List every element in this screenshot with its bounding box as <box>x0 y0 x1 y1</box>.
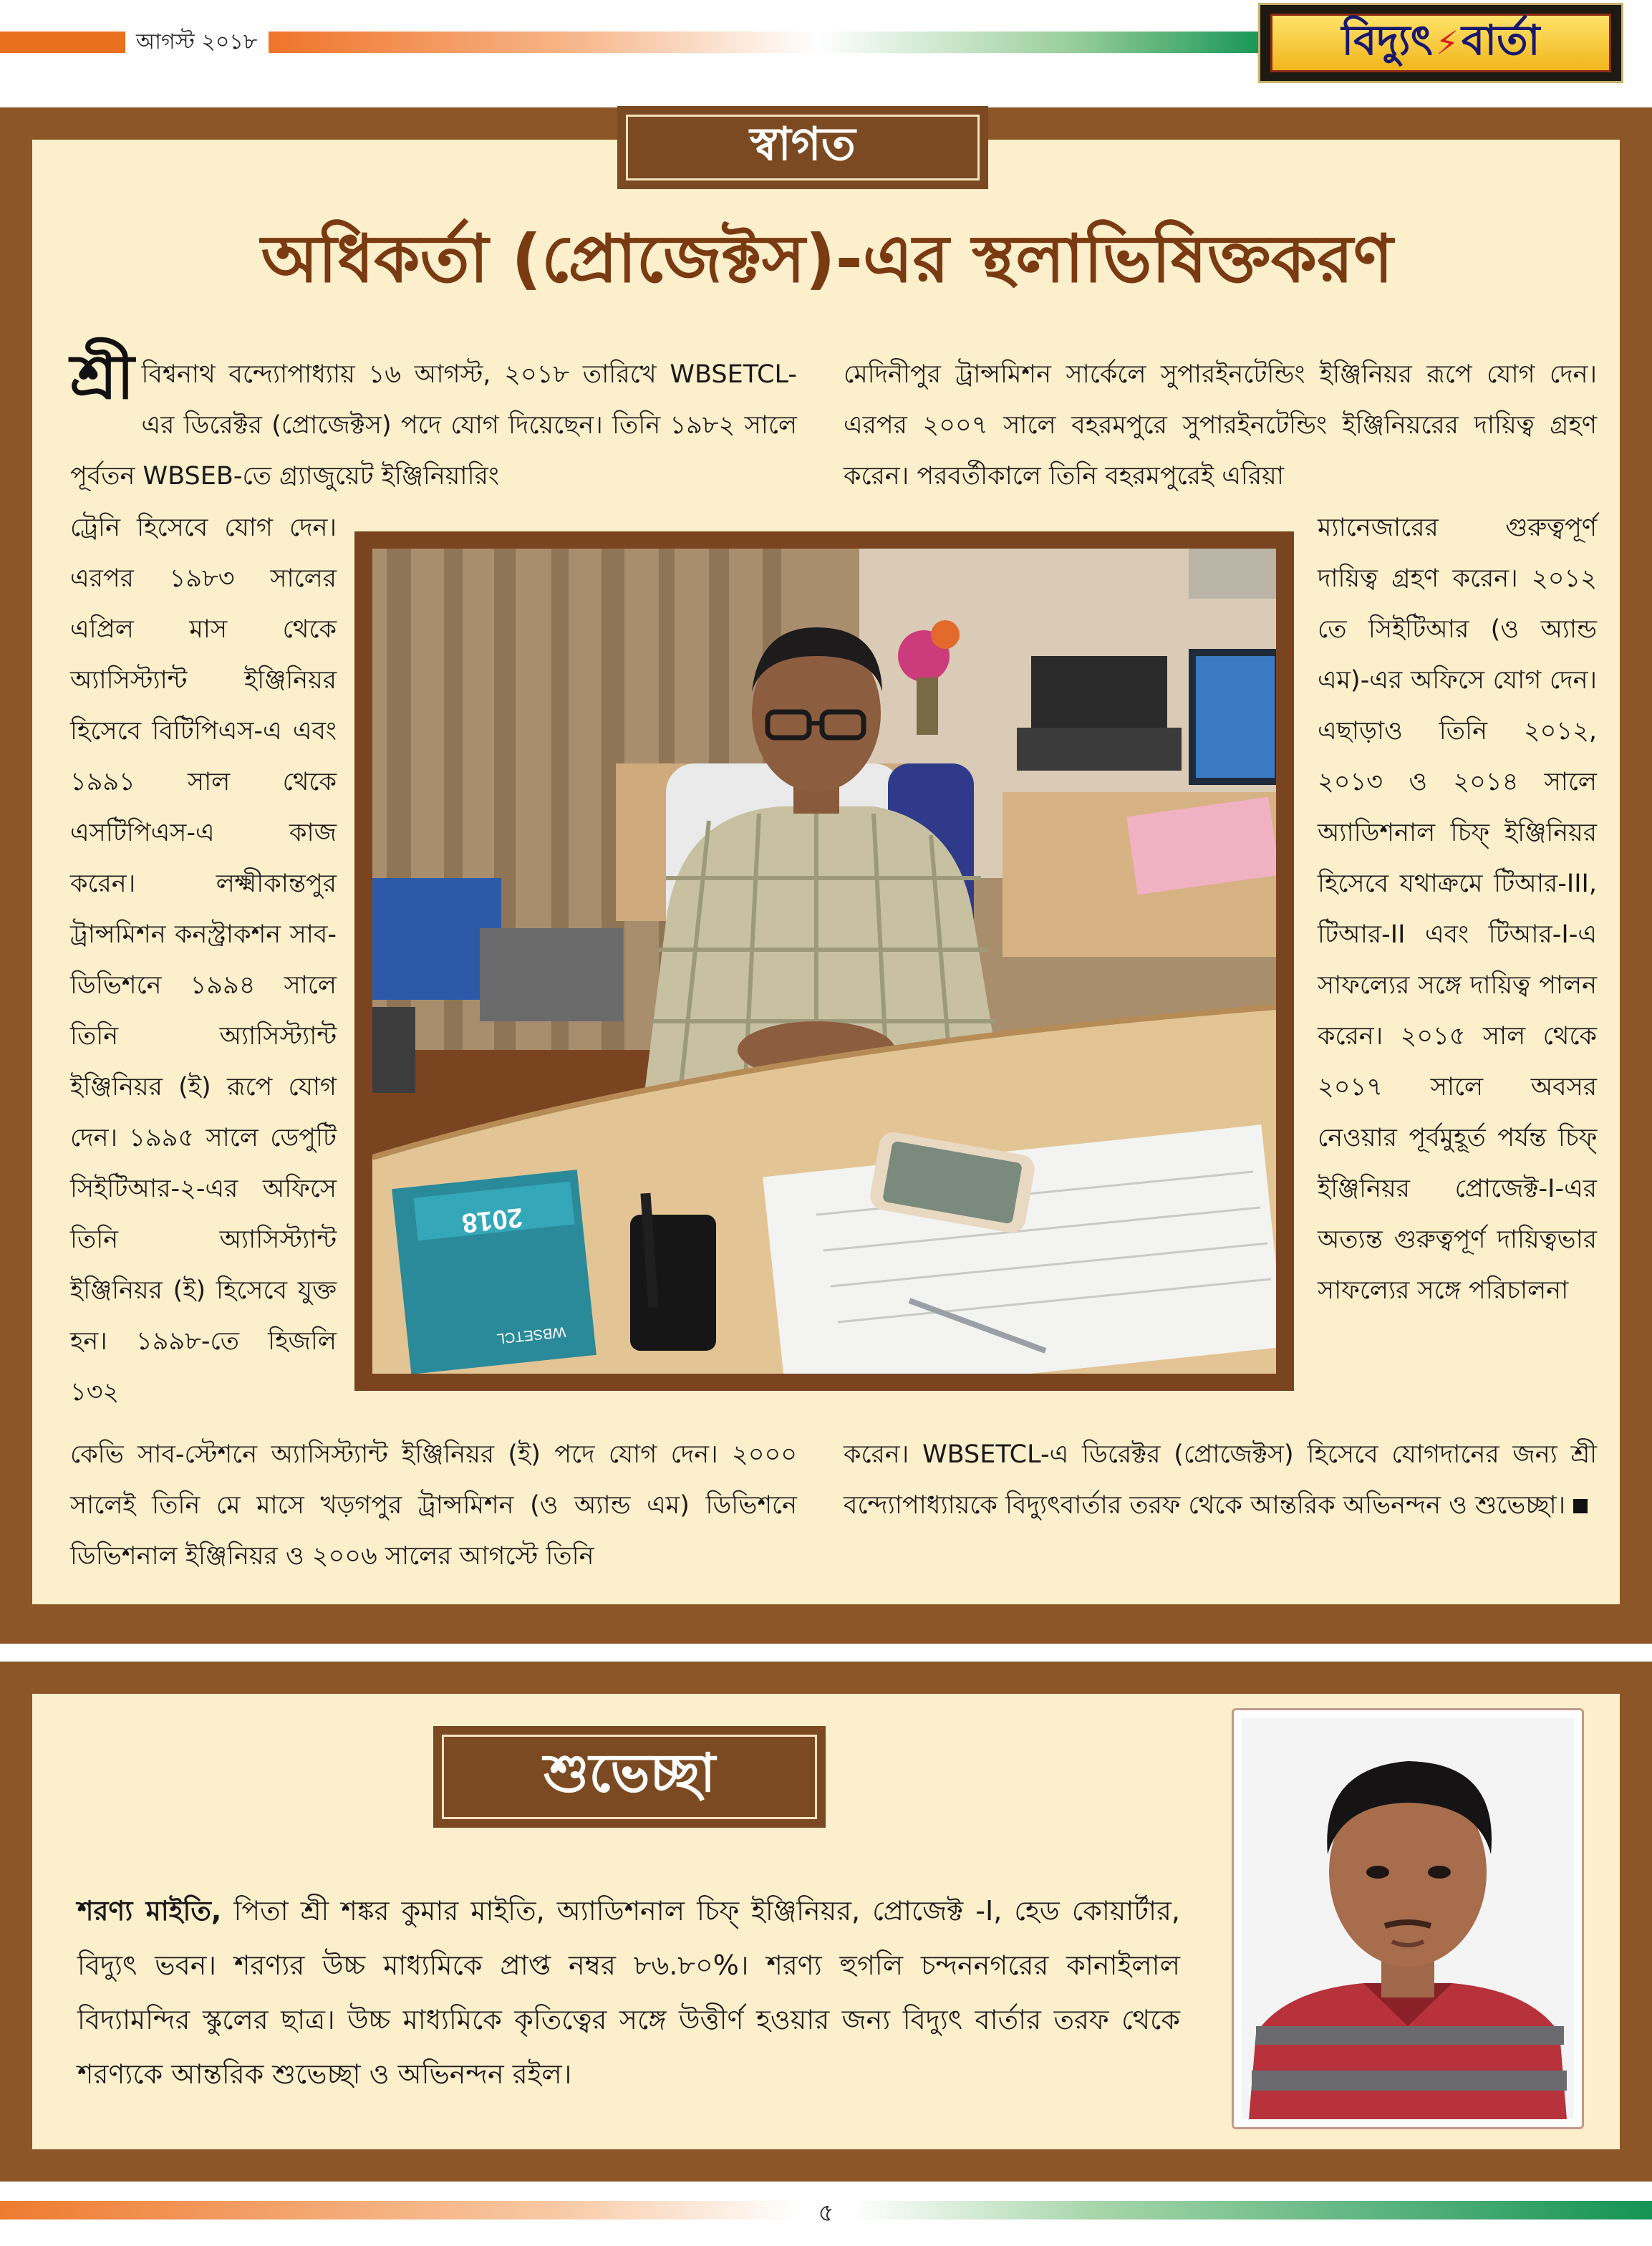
end-mark-icon <box>1573 1499 1588 1513</box>
logo-left-text: বিদ্যুৎ <box>1341 15 1433 64</box>
welcome-badge <box>617 106 988 189</box>
left-narrow-text: ট্রেনি হিসেবে যোগ দেন। এরপর ১৯৮৩ সালের এপ্রিল মাস থেকে অ্যাসিস্ট্যান্ট ইঞ্জিনিয়র হিসেবে বিটিপিএস-এ এবং ১৯৯১ সাল থেকে এসটিপিএস-এ কাজ করেন। লক্ষ্মীকান্তপুর ট্রান্সমিশন কনস্ট্রাকশন সাব-ডিভিশনে ১৯৯৪ সালে তিনি অ্যাসিস্ট্যান্ট ইঞ্জিনিয়র (ই) রূপে যোগ দেন। ১৯৯৫ সালে ডেপুটি সিইটিআর-২-এর অফিসে তিনি অ্যাসিস্ট্যান্ট ইঞ্জিনিয়র (ই) হিসেবে যুক্ত হন। ১৯৯৮-তে হিজলি ১৩২ <box>70 514 337 1407</box>
footer-left-bar <box>0 2201 798 2220</box>
office-photo-illustration <box>372 549 1276 1374</box>
header-accent-bar <box>0 32 125 53</box>
header-gradient-bar <box>269 32 1267 53</box>
book-year: 2018 <box>460 1201 524 1238</box>
left-column-top <box>70 342 797 502</box>
right-bottom-text: করেন। WBSETCL-এ ডিরেক্টর (প্রোজেক্টস) হিসেবে যোগদানের জন্য শ্রী বন্দ্যোপাধ্যায়কে বিদ্যুৎবার্তার তরফ থেকে আন্তরিক অভিনন্দন ও শুভেচ্ছা। <box>844 1440 1597 1520</box>
lightning-icon: ⚡ <box>1435 24 1459 62</box>
footer-right-bar <box>854 2201 1652 2220</box>
student-portrait <box>1242 1718 1574 2119</box>
left-top-text: বিশ্বনাথ বন্দ্যোপাধ্যায় ১৬ আগস্ট, ২০১৮ তারিখে WBSETCL-এর ডিরেক্টর (প্রোজেক্টস) পদে যোগ দিয়েছেন। তিনি ১৯৮২ সালে পূর্বতন WBSEB-তে গ্র্যাজুয়েট ইঞ্জিনিয়ারিং <box>70 360 797 491</box>
wishes-badge-text: শুভেচ্ছা <box>543 1742 716 1804</box>
wishes-badge <box>433 1726 826 1828</box>
student-portrait-illustration <box>1242 1718 1574 2119</box>
book-brand: WBSETCL <box>496 1323 567 1346</box>
logo-right-text: বার্তা <box>1462 15 1540 64</box>
student-name: শরণ্য মাইতি, <box>77 1895 222 1927</box>
right-column-bottom <box>844 1430 1597 1531</box>
office-photo <box>372 549 1276 1374</box>
right-top-text: মেদিনীপুর ট্রান্সমিশন সার্কেলে সুপারইনটেন্ডিং ইঞ্জিনিয়র রূপে যোগ দেন। এরপর ২০০৭ সালে বহরমপুরে সুপারইনটেন্ডিং ইঞ্জিনিয়রের দায়িত্ব গ্রহণ করেন। পরবর্তীকালে তিনি বহরমপুরেই এরিয়া <box>844 360 1597 491</box>
right-narrow-text: ম্যানেজারের গুরুত্বপূর্ণ দায়িত্ব গ্রহণ করেন। ২০১২ তে সিইটিআর (ও অ্যান্ড এম)-এর অফিসে যোগ দেন। এছাড়াও তিনি ২০১২, ২০১৩ ও ২০১৪ সালে অ্যাডিশনাল চিফ্ ইঞ্জিনিয়র হিসেবে যথাক্রমে টিআর-III, টিআর-II এবং টিআর-I-এ সাফল্যের সঙ্গে দায়িত্ব পালন করেন। ২০১৫ সাল থেকে ২০১৭ সালে অবসর নেওয়ার পূর্বমুহূর্ত পর্যন্ত চিফ্ ইঞ্জিনিয়র প্রোজেক্ট-I-এর অত্যন্ত গুরুত্বপূর্ণ দায়িত্বভার সাফল্যের সঙ্গে পরিচালনা <box>1318 514 1597 1305</box>
magazine-logo <box>1258 3 1623 83</box>
left-column-bottom <box>70 1430 797 1582</box>
right-column-top <box>844 350 1597 502</box>
left-bottom-text: কেভি সাব-স্টেশনে অ্যাসিস্ট্যান্ট ইঞ্জিনিয়র (ই) পদে যোগ দেন। ২০০০ সালেই তিনি মে মাসে খড়গপুর ট্রান্সমিশন (ও অ্যান্ড এম) ডিভিশনে ডিভিশনাল ইঞ্জিনিয়র ও ২০০৬ সালের আগস্টে তিনি <box>70 1440 797 1571</box>
issue-date: আগস্ট ২০১৮ <box>136 29 258 54</box>
drop-cap: শ্রী <box>70 342 135 413</box>
left-column-narrow <box>70 503 337 1418</box>
page-number: ৫ <box>818 2199 834 2227</box>
wishes-body: পিতা শ্রী শঙ্কর কুমার মাইতি, অ্যাডিশনাল চিফ্ ইঞ্জিনিয়র, প্রোজেক্ট -I, হেড কোয়ার্টার, বিদ্যুৎ ভবন। শরণ্যর উচ্চ মাধ্যমিকে প্রাপ্ত নম্বর ৮৬.৮০%। শরণ্য হুগলি চন্দননগরের কানাইলাল বিদ্যামন্দির স্কুলের ছাত্র। উচ্চ মাধ্যমিকে কৃতিত্বের সঙ্গে উত্তীর্ণ হওয়ার জন্য বিদ্যুৎ বার্তার তরফ থেকে শরণ্যকে আন্তরিক শুভেচ্ছা ও অভিনন্দন রইল। <box>77 1895 1180 2090</box>
article-title: অধিকর্তা (প্রোজেক্টস)-এর স্থলাভিষিক্তকরণ <box>261 221 1393 297</box>
right-column-narrow <box>1318 503 1597 1316</box>
wishes-text <box>77 1884 1180 2101</box>
welcome-badge-text: স্বাগত <box>750 117 856 171</box>
